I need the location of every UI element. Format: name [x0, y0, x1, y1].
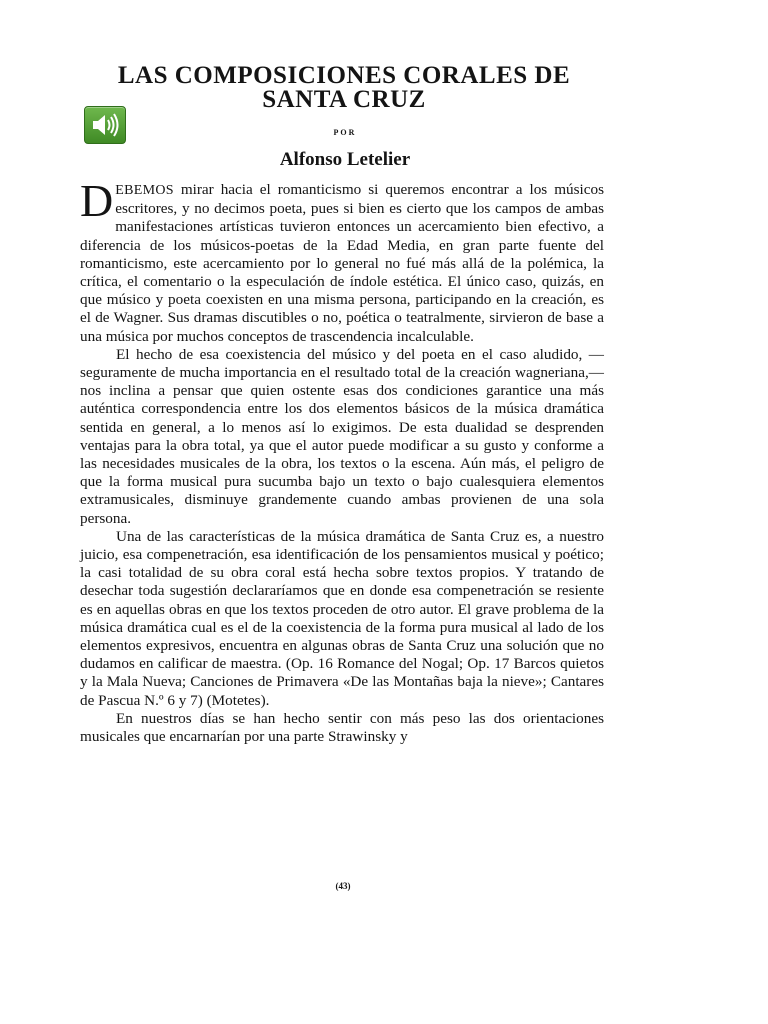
article-body — [80, 175, 604, 746]
byline-label: POR — [333, 128, 357, 137]
page-number: (43) — [335, 881, 351, 891]
title-line-1: LAS COMPOSICIONES CORALES DE — [117, 62, 571, 89]
author-name: Alfonso Letelier — [279, 149, 411, 170]
speaker-sound-icon[interactable] — [84, 106, 126, 144]
speaker-sound-icon-graphic — [85, 107, 125, 143]
paragraph-1 — [80, 175, 604, 346]
paragraph-4: En nuestros días se han hecho sentir con más peso las dos orientaciones musicales que encarnarían por una parte Strawinsky y — [80, 709, 604, 746]
lead-word: EBEMOS — [115, 183, 174, 198]
article-title — [60, 64, 628, 112]
paragraph-2: El hecho de esa coexistencia del músico y del poeta en el caso aludido, —seguramente de mucha importancia en el resultado total de la creación wagneriana,— nos inclina a pensar que quien ostente esas dos condiciones garantice una más auténtica correspondencia entre los dos elementos básicos de la música dramática sentida en general, a lo menos así lo exigimos. De esta dualidad se desprenden ventajas para la obra total, ya que el autor puede modificar a su gusto y conforme a las necesidades musicales de la obra, los textos o la escena. Aún más, el peligro de que la forma musical pura sucumba bajo un texto o bajo cualesquiera elementos extramusicales, disminuye grandemente cuando ambas provienen de una sola persona. — [80, 345, 604, 527]
paragraph-1-text: mirar hacia el romanticismo si queremos encontrar a los músicos escritores, y no decimos poeta, pues si bien es cierto que los campos de ambas manifestaciones artísticas tuvieron entonces un acercamiento bien efectivo, a diferencia de los músicos-poetas de la Edad Media, en gran parte fuente del romanticismo, este acercamiento por lo general no fué más allá de la polémica, la crítica, el comentario o la especulación de índole estética. El único caso, quizás, en que músico y poeta coexisten en una misma persona, participando en la creación, es el de Wagner. Sus dramas discutibles o no, poética o teatralmente, sirvieron de base a una música por muchos conceptos de trascendencia incalculable. — [80, 181, 604, 345]
paragraph-3: Una de las características de la música dramática de Santa Cruz es, a nuestro juicio, esa compenetración, esa identificación de los pensamientos musical y poético; la casi totalidad de su obra coral está hecha sobre textos propios. Y tratando de desechar toda sugestión declararíamos que en donde esa compenetración se resiente es en aquellas obras en que los textos proceden de otro autor. El grave problema de la música dramática cual es el de la coexistencia de la forma pura musical al lado de los elementos expresivos, encuentra en algunas obras de Santa Cruz una solución que no dudamos en calificar de maestra. (Op. 16 Romance del Nogal; Op. 17 Barcos quietos y la Mala Nueva; Canciones de Primavera «De las Montañas baja la nieve»; Cantares de Pascua N.º 6 y 7) (Motetes). — [80, 527, 604, 709]
drop-cap: D — [80, 175, 114, 226]
title-line-2: SANTA CRUZ — [262, 86, 426, 113]
